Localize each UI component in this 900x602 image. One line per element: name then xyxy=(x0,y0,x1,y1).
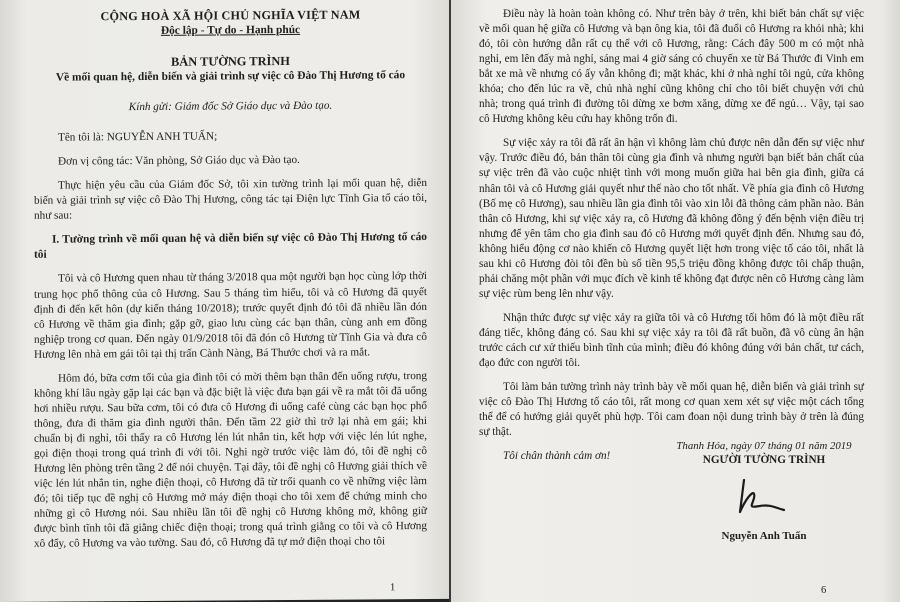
national-title: CỘNG HOÀ XÃ HỘI CHỦ NGHĨA VIỆT NAM xyxy=(100,7,361,24)
page-number: 6 xyxy=(821,585,827,596)
name-line: Tên tôi là: NGUYỄN ANH TUẤN; xyxy=(58,130,218,144)
paragraph-regret: Sự việc xảy ra tôi đã rất ân hận vì không làm chủ được nên dẫn đến sự việc như vậy. Trước điều đó, bản thân tôi cùng gia đình và nhưng người bạn biết bản chất của sự việc trên đã vào cuộc nhiệt tình với mong muốn giữa hai bên gia đình, giữa cá nhân tôi và cô Hương giải quyết như thế nào cho tốt nhất. Về phía gia đình cô Hương (Bố mẹ cô Hương), sau nhiều lần gia đình tôi vào xin lỗi đã thông cảm phần nào. Bản thân cô Hương, khi sự việc xảy ra, cô Hương đã không đồng ý đến bệnh viện điều trị nhưng để yên tâm cho gia đình sau đó cô Hương mới quyết định đến. Nhưng sau đó, không hiểu động cơ nào khiến cô Hương quyết liệt hơn trong việc tố cáo tôi, nhất là sau khi cô Hương đòi tôi đền bù số tiền 95,5 triệu đồng không được tôi chấp thuận, phải chăng một phần với mục đích về kinh tế không đạt được nên cô Hương càng làm sự việc rùm beng lên như vậy. xyxy=(479,137,864,300)
signer-name: Nguyễn Anh Tuấn xyxy=(721,530,807,542)
paragraph-acknowledgement: Nhận thức được sự việc xảy ra giữa tôi và cô Hương tối hôm đó là một điều rất đáng tiếc, không đáng có. Sau khi sự việc xảy ra tôi đã rất buồn, đã vô cùng ân hận trước cách cư xử thiếu bình tĩnh của mình; điều đó không đúng với bản chất, tư cách, đạo đức con người tôi. xyxy=(479,311,864,370)
closing-line: Tôi chân thành cảm ơn! xyxy=(503,450,611,463)
recipient-line: Kính gửi: Giám đốc Sở Giáo dục và Đào tạo. xyxy=(128,99,333,114)
section-heading: I. Tường trình về mối quan hệ và diễn biến sự việc cô Đào Thị Hương tố cáo tôi xyxy=(34,231,427,262)
paragraph-commitment: Tôi làm bản tường trình này trình bày về mối quan hệ, diễn biến và giải trình sự việc cô Đào Thị Hương tố cáo tôi, rất mong cơ quan xem xét sự việc một cách tổng thể để có hướng giải quyết phù hợp. Tôi cam đoan nội dung trình bày ở trên là đúng sự thật. xyxy=(479,381,864,439)
signer-title: NGƯỜI TƯỜNG TRÌNH xyxy=(702,454,826,466)
national-motto: Độc lập - Tự do - Hạnh phúc xyxy=(160,23,301,37)
right-page xyxy=(451,0,900,602)
paragraph-acquaintance: Tôi và cô Hương quen nhau từ tháng 3/2018 qua một người bạn học cùng lớp thời trung học phổ thông của cô Hương. Sau 5 tháng tìm hiểu, tôi và cô Hương đã quyết định đi đến kết hôn (dự kiến tháng 10/2018); trước quyết định đó tôi đã nhiều lần đón cô Hương về thăm gia đình; gặp gỡ, giao lưu cùng các bạn thân, cùng anh em đồng nghiệp trong cơ quan. Đến ngày 01/9/2018 tôi đã đón cô Hương từ Tĩnh Gia và đưa cô Hương lên nhà em gái tôi tại thị trấn Cành Nàng, Bá Thước chơi và ra mắt. xyxy=(34,270,427,361)
paragraph-denial: Điều này là hoàn toàn không có. Như trên bày ở trên, khi biết bản chất sự việc về mối quan hệ giữa cô Hương và bạn ông kia, tôi đã đuổi cô Hương ra khỏi nhà; khi đó, tôi còn hướng dẫn rất cụ thể với cô Hương, rằng: Cách đây 500 m có một nhà nghỉ, em lên đấy mà nghỉ, sáng mai 4 giờ sáng có chuyến xe từ Bá Thước đi Vinh em bắt xe mà về nhưng có ấy vẫn không đi; mặt khác, khi ở nhà nghỉ tôi ngủ, cửa không khóa; cho đến lúc ra về, chủ nhà nghỉ cũng không chỉ cho tôi biết chuyện với chủ nhà; trong quá trình đi đường tôi dừng xe bơm xăng, dừng xe để ngủ… Vậy, tại sao cô Hương không kêu cứu hay không trốn đi. xyxy=(479,8,864,126)
page-number: 1 xyxy=(390,582,396,594)
unit-line: Đơn vị công tác: Văn phòng, Sở Giáo dục và Đào tạo. xyxy=(58,154,300,168)
signature-block xyxy=(669,439,859,544)
document-title: BẢN TƯỜNG TRÌNH xyxy=(171,54,290,69)
paragraph-incident: Hôm đó, bữa cơm tối của gia đình tôi có mời thêm bạn thân đến uống rượu, trong không khí lâu ngày gặp lại các bạn và đặc biệt là việc đưa bạn gái về ra mắt tôi đã uống hơi nhiều rượu. Sau bữa cơm, tôi có đưa cô Hương đi uống café cùng các bạn học phổ thông, đưa đi thăm gia đình người thân. Đến tầm 22 giờ thì trở lại nhà em gái; khi chuẩn bị đi nghỉ, tôi thấy ra cô Hương lén lút nhắn tin, kết hợp với việc lén lút nghe, gọi điện thoại trong quá trình đi với tôi. Nghi ngờ trước việc làm đó, tôi đề nghị cô Hương lên phòng trên tầng 2 để nói chuyện. Tại đây, tôi đề nghị cô Hương giải thích về việc lén lút nhắn tin, nghe điện thoại, cô Hương đã từ trối quanh co về những việc làm đó; tôi tiếp tục đề nghị cô Hương mở máy điện thoại cho tôi xem để chứng minh cho những gì cô Hương nói. Sau nhiều lần tôi đề nghị cô Hương không mở, không giữ được bình tĩnh tôi đã giằng chiếc điện thoại; trong quá trình giằng co tôi và cô Hương xô đẩy, cô Hương va vào tường. Sau đó, cô Hương đã tự mở điện thoại cho tôi xyxy=(34,369,427,551)
handwritten-signature xyxy=(704,472,824,520)
left-page xyxy=(0,0,449,602)
document-subtitle: Về mối quan hệ, diễn biến và giải trình sự việc cô Đào Thị Hương tố cáo xyxy=(55,69,406,84)
intro-paragraph: Thực hiện yêu cầu của Giám đốc Sở, tôi xin tường trình lại mối quan hệ, diễn biến và giải trình sự việc cô Đào Thị Hương, công tác tại Điện lực Tĩnh Gia tố cáo tôi, như sau: xyxy=(34,177,427,223)
date-line: Thanh Hóa, ngày 07 tháng 01 năm 2019 xyxy=(676,440,852,452)
